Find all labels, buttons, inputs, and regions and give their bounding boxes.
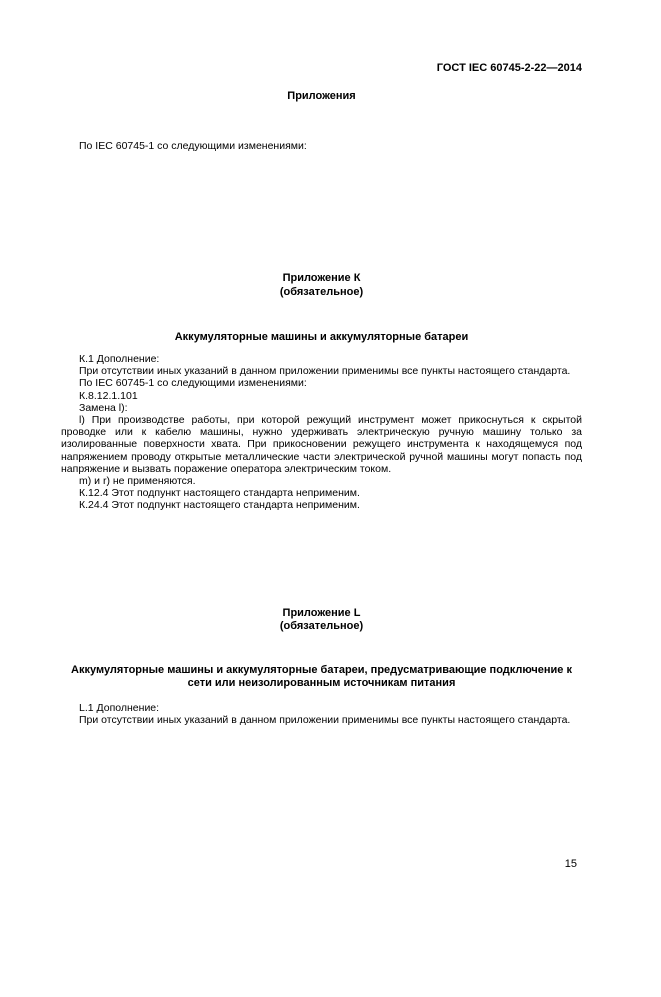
appendix-l-heading: Аккумуляторные машины и аккумуляторные батареи, предусматривающие подключение к сети или неизолированным источникам питания: [71, 663, 572, 689]
appendix-l-title: Приложение L: [282, 606, 361, 619]
paragraph: При отсутствии иных указаний в данном приложении применимы все пункты настоящего стандарта.: [79, 365, 571, 378]
page-number: 15: [564, 858, 577, 871]
appendix-l-type-label: (обязательное): [279, 620, 364, 633]
paragraph: По IEC 60745-1 со следующими изменениями:: [79, 377, 307, 390]
paragraph: При отсутствии иных указаний в данном приложении применимы все пункты настоящего стандарта.: [79, 713, 571, 726]
paragraph: К.12.4 Этот подпункт настоящего стандарта неприменим.: [79, 487, 360, 500]
paragraph: Замена l):: [79, 401, 128, 414]
appendix-k-heading: Аккумуляторные машины и аккумуляторные батареи: [174, 331, 469, 343]
appendix-k-header: [61, 272, 582, 299]
appendix-k-type-label: (обязательное): [279, 285, 364, 298]
paragraph: К.1 Дополнение:: [79, 353, 160, 365]
appendix-l-body: [61, 702, 582, 726]
paragraph: L.1 Дополнение:: [79, 701, 160, 714]
appendices-title: Приложения: [287, 90, 356, 102]
appendix-k-body: [61, 353, 582, 512]
paragraph: К.8.12.1.101: [79, 389, 138, 402]
document-page: [0, 62, 661, 997]
appendix-l-header: [61, 607, 582, 634]
intro-paragraph: По IEC 60745-1 со следующими изменениями:: [79, 140, 307, 152]
appendix-k-title: Приложение К: [282, 272, 361, 284]
doc-header: ГОСТ IEC 60745-2-22—2014: [436, 62, 582, 74]
paragraph: l) При производстве работы, при которой режущий инструмент может прикоснуться к скрытой проводке или к кабелю машины, нужно удерживать электрическую ручную машину только за изолированные поверхности хвата. При прикосновении режущего инструмента к находящемуся под напряжением проводу открытые металлические части электрической ручной машины могут попасть под напряжение и вызвать поражение оператора электрическим током.: [61, 414, 582, 475]
paragraph: К.24.4 Этот подпункт настоящего стандарта неприменим.: [79, 499, 360, 512]
paragraph: m) и r) не применяются.: [79, 475, 196, 488]
